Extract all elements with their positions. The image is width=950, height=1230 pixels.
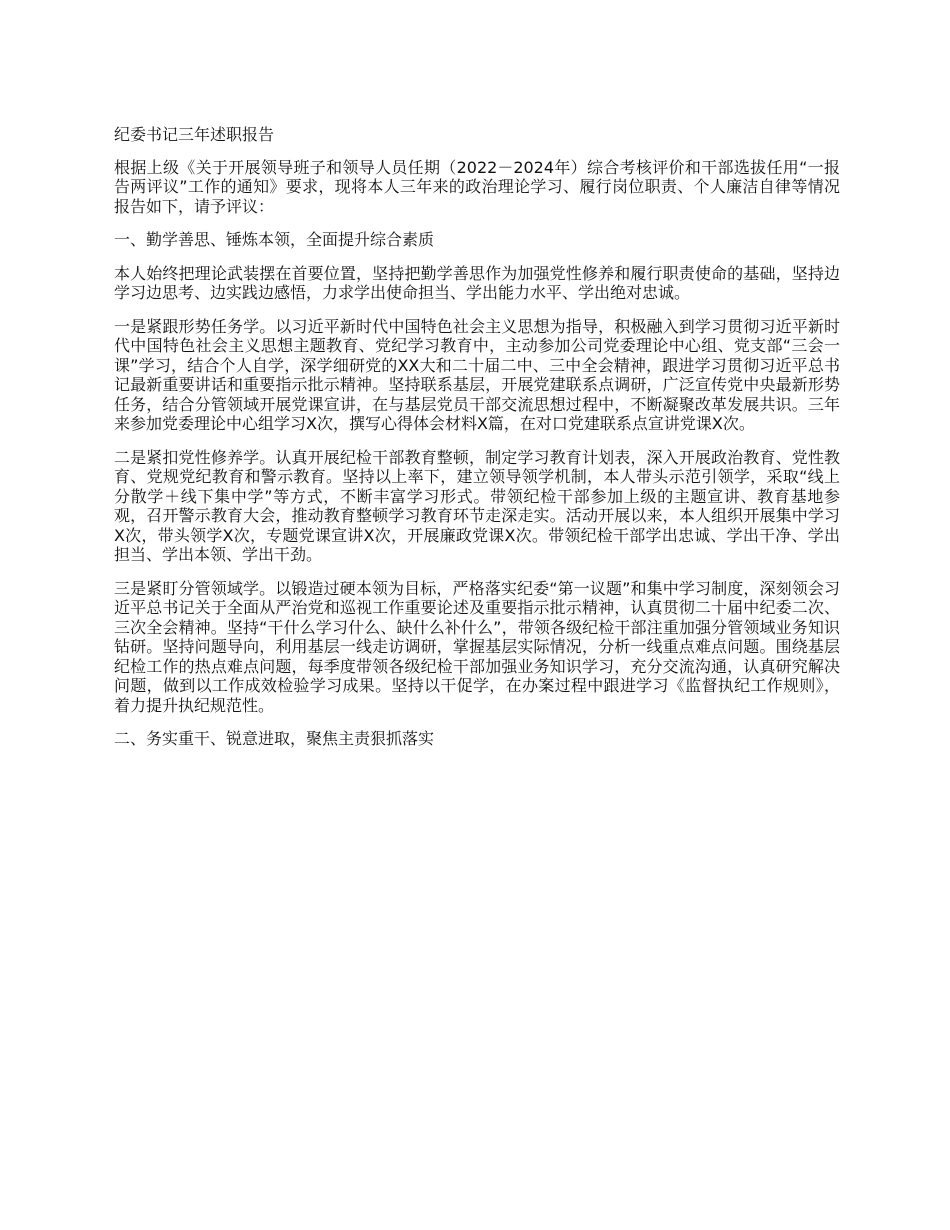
section-1-paragraph-3: 二是紧扣党性修养学。认真开展纪检干部教育整顿，制定学习教育计划表，深入开展政治教育、党性教育、党规党纪教育和警示教育。坚持以上率下，建立领导领学机制，本人带头示范引领学，采取“线上分散学＋线下集中学”等方式，不断丰富学习形式。带领纪检干部参加上级的主题宣讲、教育基地参观，召开警示教育大会，推动教育整顿学习教育环节走深走实。活动开展以来，本人组织开展集中学习X次，带头领学X次，专题党课宣讲X次，开展廉政党课X次。带领纪检干部学出忠诚、学出干净、学出担当、学出本领、学出干劲。	[114, 447, 840, 564]
section-1-heading: 一、勤学善思、锤炼本领，全面提升综合素质	[114, 230, 435, 249]
section-1-paragraph-2: 一是紧跟形势任务学。以习近平新时代中国特色社会主义思想为指导，积极融入到学习贯彻习近平新时代中国特色社会主义思想主题教育、党纪学习教育中，主动参加公司党委理论中心组、党支部“三会一课”学习，结合个人自学，深学细研党的XX大和二十届二中、三中全会精神，跟进学习贯彻习近平总书记最新重要讲话和重要指示批示精神。坚持联系基层，开展党建联系点调研，广泛宣传党中央最新形势任务，结合分管领域开展党课宣讲，在与基层党员干部交流思想过程中，不断凝聚改革发展共识。三年来参加党委理论中心组学习X次，撰写心得体会材料X篇，在对口党建联系点宣讲党课X次。	[114, 316, 840, 433]
section-1-paragraph-1: 本人始终把理论武装摆在首要位置，坚持把勤学善思作为加强党性修养和履行职责使命的基础，坚持边学习边思考、边实践边感悟，力求学出使命担当、学出能力水平、学出绝对忠诚。	[114, 263, 840, 302]
document-title: 纪委书记三年述职报告	[114, 125, 275, 144]
intro-paragraph: 根据上级《关于开展领导班子和领导人员任期（2022－2024年）综合考核评价和干部选拔任用“一报告两评议”工作的通知》要求，现将本人三年来的政治理论学习、履行岗位职责、个人廉洁自律等情况报告如下，请予评议：	[114, 157, 840, 216]
section-1-paragraph-4: 三是紧盯分管领域学。以锻造过硬本领为目标，严格落实纪委“第一议题”和集中学习制度，深刻领会习近平总书记关于全面从严治党和巡视工作重要论述及重要指示批示精神，认真贯彻二十届中纪委二次、三次全会精神。坚持“干什么学习什么、缺什么补什么”，带领各级纪检干部注重加强分管领域业务知识钻研。坚持问题导向，利用基层一线走访调研，掌握基层实际情况，分析一线重点难点问题。围绕基层纪检工作的热点难点问题，每季度带领各级纪检干部加强业务知识学习，充分交流沟通，认真研究解决问题，做到以工作成效检验学习成果。坚持以干促学，在办案过程中跟进学习《监督执纪工作规则》，着力提升执纪规范性。	[114, 578, 840, 715]
section-2-heading: 二、务实重干、锐意进取，聚焦主责狠抓落实	[114, 729, 435, 748]
document-page	[114, 125, 840, 763]
